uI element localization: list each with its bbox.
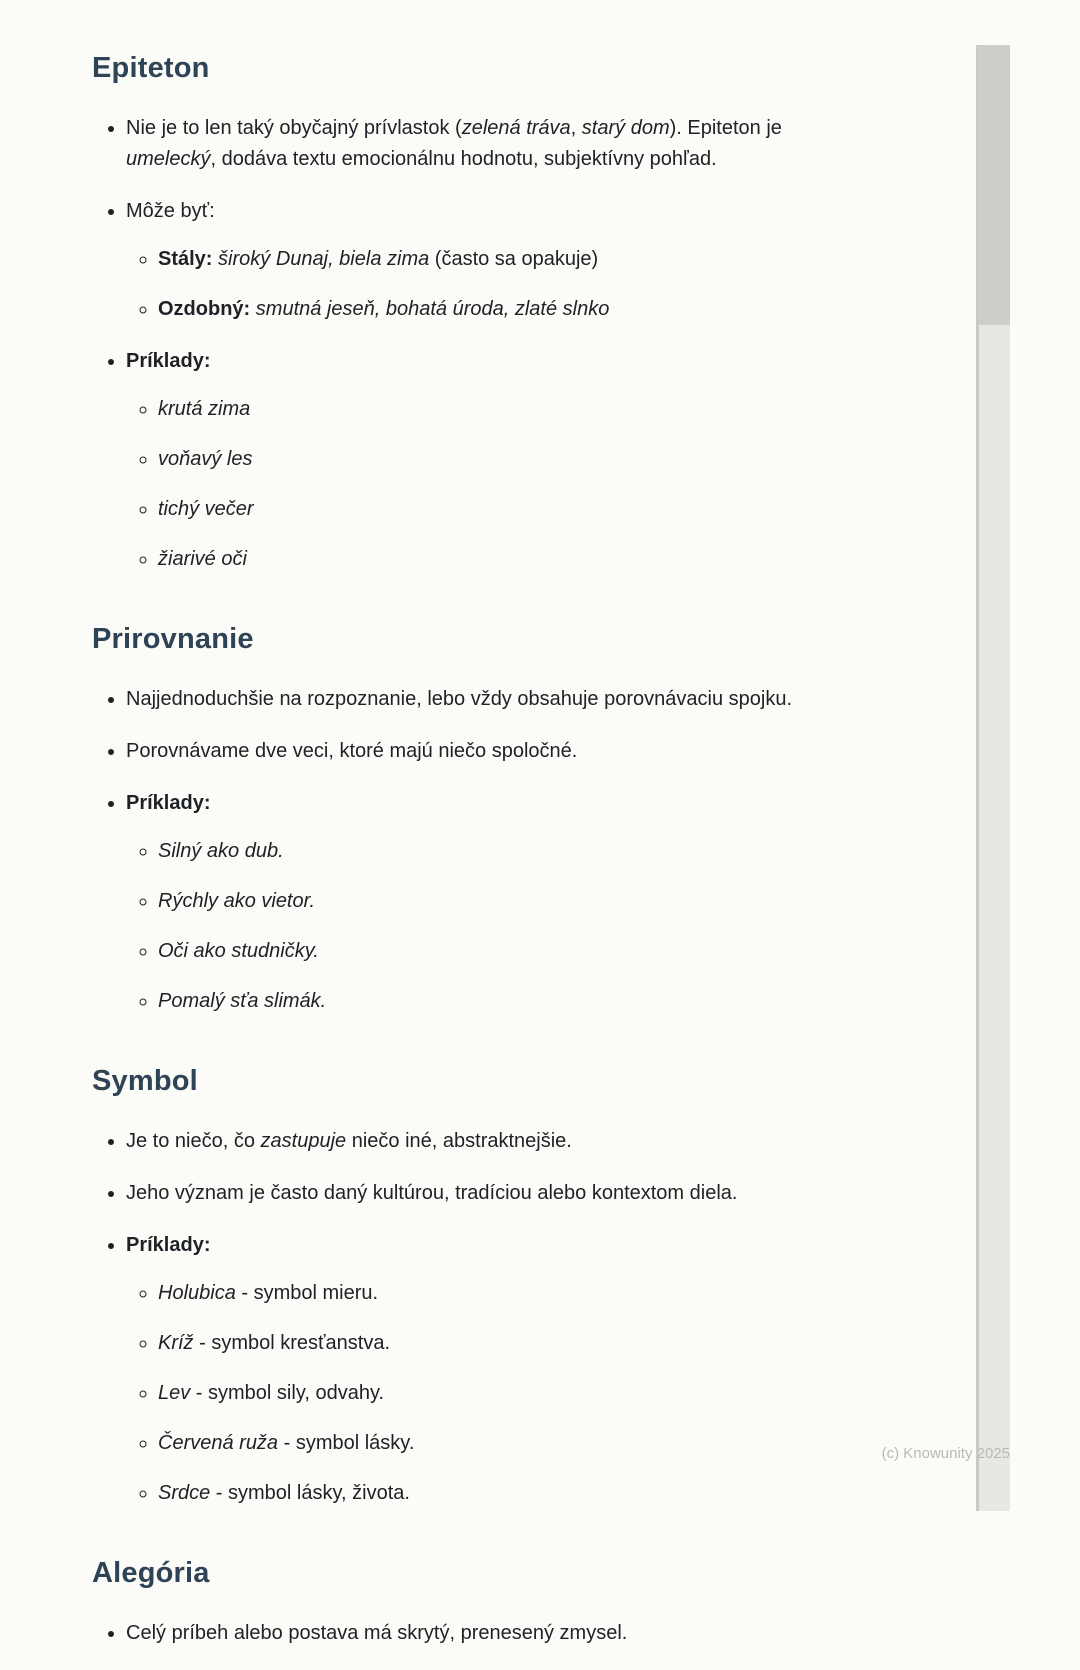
- text-segment: žiarivé oči: [158, 548, 247, 570]
- text-segment: zastupuje: [260, 1130, 347, 1152]
- text-segment: - symbol sily, odvahy.: [190, 1382, 385, 1404]
- section-heading: Epiteton: [92, 52, 210, 84]
- section-heading: Symbol: [92, 1065, 198, 1097]
- sub-list-item: [158, 1278, 850, 1309]
- list-item: [126, 1126, 850, 1157]
- list-item: [126, 1178, 850, 1209]
- sub-list: [126, 244, 850, 325]
- text-segment: Srdce: [158, 1482, 211, 1504]
- text-segment: široký Dunaj, biela zima: [218, 248, 430, 270]
- list-item: [126, 1618, 850, 1649]
- sub-list-item: [158, 836, 850, 867]
- sub-list: [126, 394, 850, 575]
- text-segment: - symbol lásky.: [278, 1432, 415, 1454]
- bullet-list: [92, 1618, 850, 1649]
- text-segment: Oči ako studničky.: [158, 940, 319, 962]
- text-segment: smutná jeseň, bohatá úroda, zlaté slnko: [255, 298, 610, 320]
- text-segment: (často sa opakuje): [429, 248, 599, 270]
- sub-list-item: [158, 244, 850, 275]
- section-heading: Prirovnanie: [92, 623, 254, 655]
- text-segment: - symbol lásky, života.: [210, 1482, 410, 1504]
- text-segment: niečo iné, abstraktnejšie.: [346, 1130, 572, 1152]
- text-segment: Jeho význam je často daný kultúrou, tradíciou alebo kontextom diela.: [126, 1182, 738, 1204]
- text-segment: - symbol mieru.: [235, 1282, 379, 1304]
- text-segment: Červená ruža: [158, 1432, 279, 1454]
- scrollbar-thumb[interactable]: [979, 45, 1010, 325]
- text-segment: Silný ako dub.: [158, 840, 284, 862]
- text-segment: Stály:: [158, 248, 213, 270]
- text-segment: Lev: [158, 1382, 191, 1404]
- text-segment: ,: [570, 117, 582, 139]
- text-segment: Pomalý sťa slimák.: [158, 990, 327, 1012]
- text-segment: zelená tráva: [461, 117, 571, 139]
- text-segment: Nie je to len taký obyčajný prívlastok (: [126, 117, 462, 139]
- text-segment: Holubica: [158, 1282, 236, 1304]
- text-segment: Porovnávame dve veci, ktoré majú niečo spoločné.: [126, 740, 578, 762]
- text-segment: , dodáva textu emocionálnu hodnotu, subjektívny pohľad.: [210, 148, 717, 170]
- text-segment: starý dom: [581, 117, 670, 139]
- list-item: [126, 196, 850, 325]
- sub-list-item: [158, 986, 850, 1017]
- list-item: [126, 113, 850, 175]
- text-segment: Najjednoduchšie na rozpoznanie, lebo vždy obsahuje porovnávaciu spojku.: [126, 688, 792, 710]
- section-heading: Alegória: [92, 1557, 210, 1589]
- text-segment: voňavý les: [158, 448, 253, 470]
- sub-list-item: [158, 1478, 850, 1509]
- sub-list-item: [158, 444, 850, 475]
- document-body: [92, 38, 850, 1670]
- text-segment: - symbol kresťanstva.: [193, 1332, 391, 1354]
- list-item: [126, 1230, 850, 1509]
- sub-list-item: [158, 544, 850, 575]
- scrollbar-track[interactable]: [976, 45, 1010, 1511]
- text-segment: Príklady:: [126, 792, 211, 814]
- text-segment: umelecký: [126, 148, 211, 170]
- sub-list-item: [158, 886, 850, 917]
- text-segment: Môže byť:: [126, 200, 215, 222]
- text-segment: Príklady:: [126, 350, 211, 372]
- text-segment: Rýchly ako vietor.: [158, 890, 316, 912]
- sub-list-item: [158, 294, 850, 325]
- list-item: [126, 788, 850, 1017]
- sub-list-item: [158, 1378, 850, 1409]
- list-item: [126, 684, 850, 715]
- text-segment: Príklady:: [126, 1234, 211, 1256]
- sub-list-item: [158, 936, 850, 967]
- text-segment: Ozdobný:: [158, 298, 251, 320]
- text-segment: Je to niečo, čo: [126, 1130, 261, 1152]
- bullet-list: [92, 113, 850, 575]
- sub-list-item: [158, 1328, 850, 1359]
- bullet-list: [92, 1126, 850, 1509]
- text-segment: ). Epiteton je: [669, 117, 782, 139]
- list-item: [126, 346, 850, 575]
- sub-list: [126, 836, 850, 1017]
- text-segment: Celý príbeh alebo postava má skrytý, prenesený zmysel.: [126, 1622, 628, 1644]
- text-segment: Kríž: [158, 1332, 194, 1354]
- text-segment: tichý večer: [158, 498, 254, 520]
- sub-list-item: [158, 494, 850, 525]
- list-item: [126, 736, 850, 767]
- text-segment: krutá zima: [158, 398, 251, 420]
- sub-list-item: [158, 394, 850, 425]
- sub-list: [126, 1278, 850, 1509]
- watermark: (c) Knowunity 2025: [881, 1445, 1010, 1462]
- sub-list-item: [158, 1428, 850, 1459]
- bullet-list: [92, 684, 850, 1017]
